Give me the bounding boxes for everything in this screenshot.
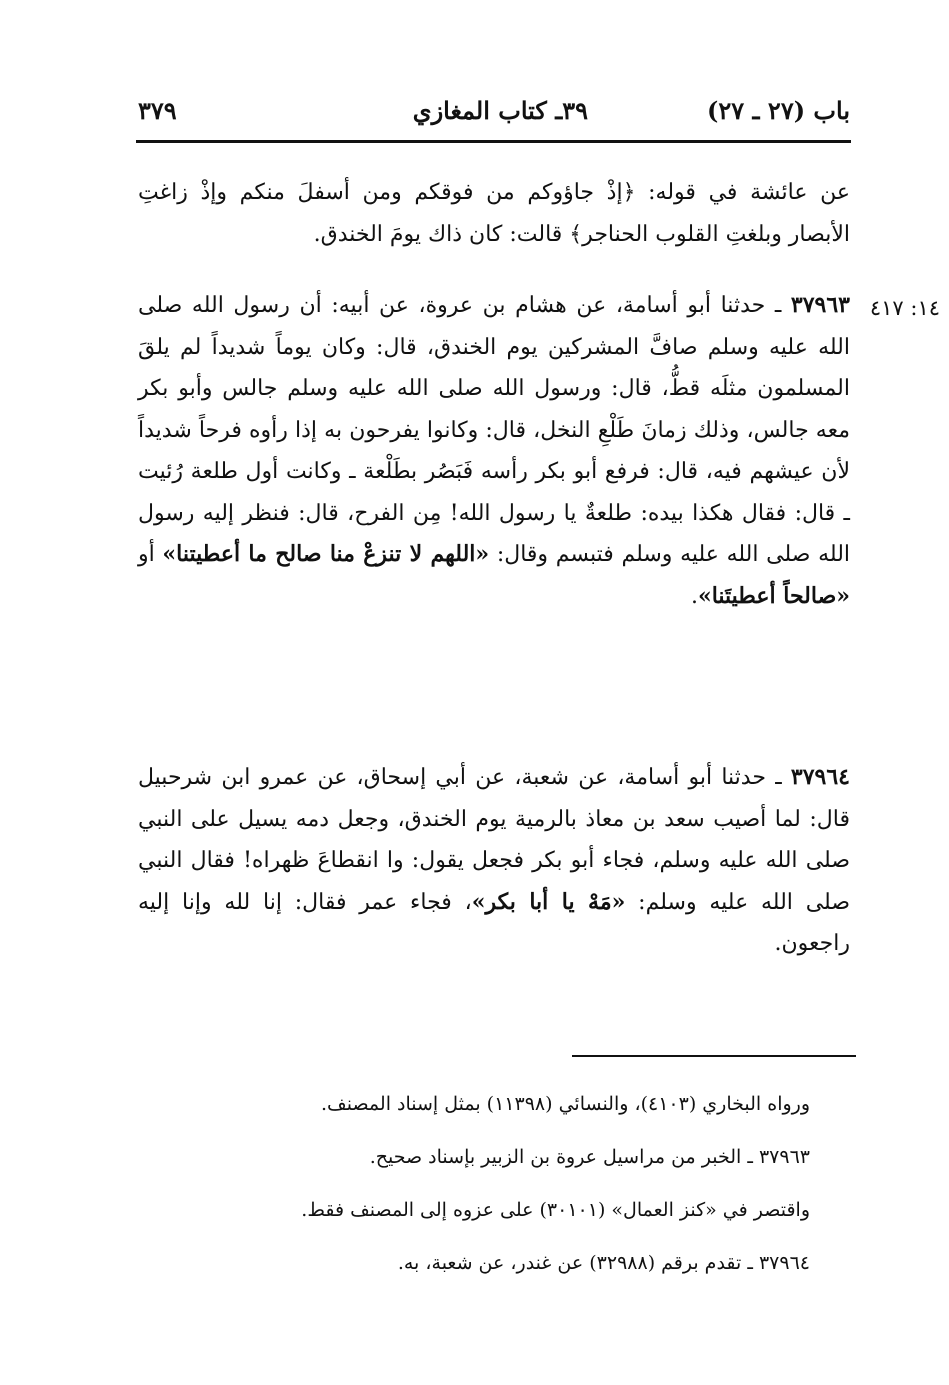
prophetic-quote: «مَهْ يا أبا بكر» — [471, 888, 626, 915]
hadith-number: ٣٧٩٦٣ — [790, 292, 850, 318]
hadith-37964 — [138, 757, 850, 965]
hadith-37963 — [138, 285, 850, 617]
paragraph-text: عن عائشة في قوله: ﴿إذْ جاؤوكم من فوقكم ومن أسفلَ منكم وإذْ زاغتِ الأبصار وبلغتِ القلوب الحناجر﴾ قالت: كان ذاك يومَ الخندق. — [138, 180, 850, 247]
connector-text: أو — [138, 542, 163, 567]
footnote-line: ٣٧٩٦٤ ـ تقدم برقم (٣٢٩٨٨) عن غندر، عن شعبة، به. — [397, 1252, 810, 1274]
hadith-text: ـ حدثنا أبو أسامة، عن شعبة، عن أبي إسحاق، عن عمرو ابن شرحبيل قال: لما أصيب سعد بن معاذ بالرمية يوم الخندق، وجعل دمه يسيل على النبي صلى الله عليه وسلم، فجاء أبو بكر فجعل يقول: وا انقطاعَ ظهراه! فقال النبي صلى الله عليه وسلم: — [138, 765, 850, 915]
prophetic-quote-alt: «صالحاً أعطيتَنا» — [697, 582, 850, 609]
hadith-text: ـ حدثنا أبو أسامة، عن هشام بن عروة، عن أبيه: أن رسول الله صلى الله عليه وسلم صافَّ المشركين يوم الخندق، قال: وكان يوماً شديداً لم يلقَ المسلمون مثلَه قطُّ، قال: ورسول الله صلى الله عليه وسلم جالس وأبو بكر معه جالس، وذلك زمانَ طَلْعِ النخل، قال: وكانوا يفرحون به إذا رأوه فرحاً شديداً لأن عيشهم فيه، قال: فرفع أبو بكر رأسه فَبَصُر بطَلْعة ـ وكانت أول طلعة رُئيت ـ قال: فقال هكذا بيده: طلعةٌ يا رسول الله! مِن الفرح، قال: فنظر إليه رسول الله صلى الله عليه وسلم فتبسم وقال: — [138, 293, 851, 567]
hadith-number: ٣٧٩٦٤ — [790, 764, 850, 790]
footnotes — [230, 1078, 810, 1290]
margin-reference: ١٤: ٤١٧ — [869, 296, 940, 320]
chapter-range: باب (٢٧ ـ ٢٧) — [707, 96, 850, 125]
book-title: ٣٩ـ كتاب المغازي — [412, 96, 588, 125]
page-header — [138, 92, 850, 132]
page-number: ٣٧٩ — [138, 96, 177, 125]
hadith-end: . — [690, 583, 698, 609]
footnote-line: ورواه البخاري (٤١٠٣)، والنسائي (١١٣٩٨) بمثل إسناد المصنف. — [321, 1093, 810, 1115]
footnote-rule — [572, 1055, 856, 1057]
footnote-line: ٣٧٩٦٣ ـ الخبر من مراسيل عروة بن الزبير بإسناد صحيح. — [369, 1146, 810, 1168]
footnote-line: واقتصر في «كنز العمال» (٣٠١٠١) على عزوه إلى المصنف فقط. — [301, 1199, 810, 1221]
header-rule — [136, 140, 851, 143]
paragraph-continuation — [138, 172, 850, 255]
prophetic-quote: «اللهم لا تنزعْ منا صالح ما أعطيتنا» — [162, 541, 490, 567]
hadith-end: ، فجاء عمر فقال: إنا لله وإنا إليه راجعون. — [138, 889, 850, 956]
